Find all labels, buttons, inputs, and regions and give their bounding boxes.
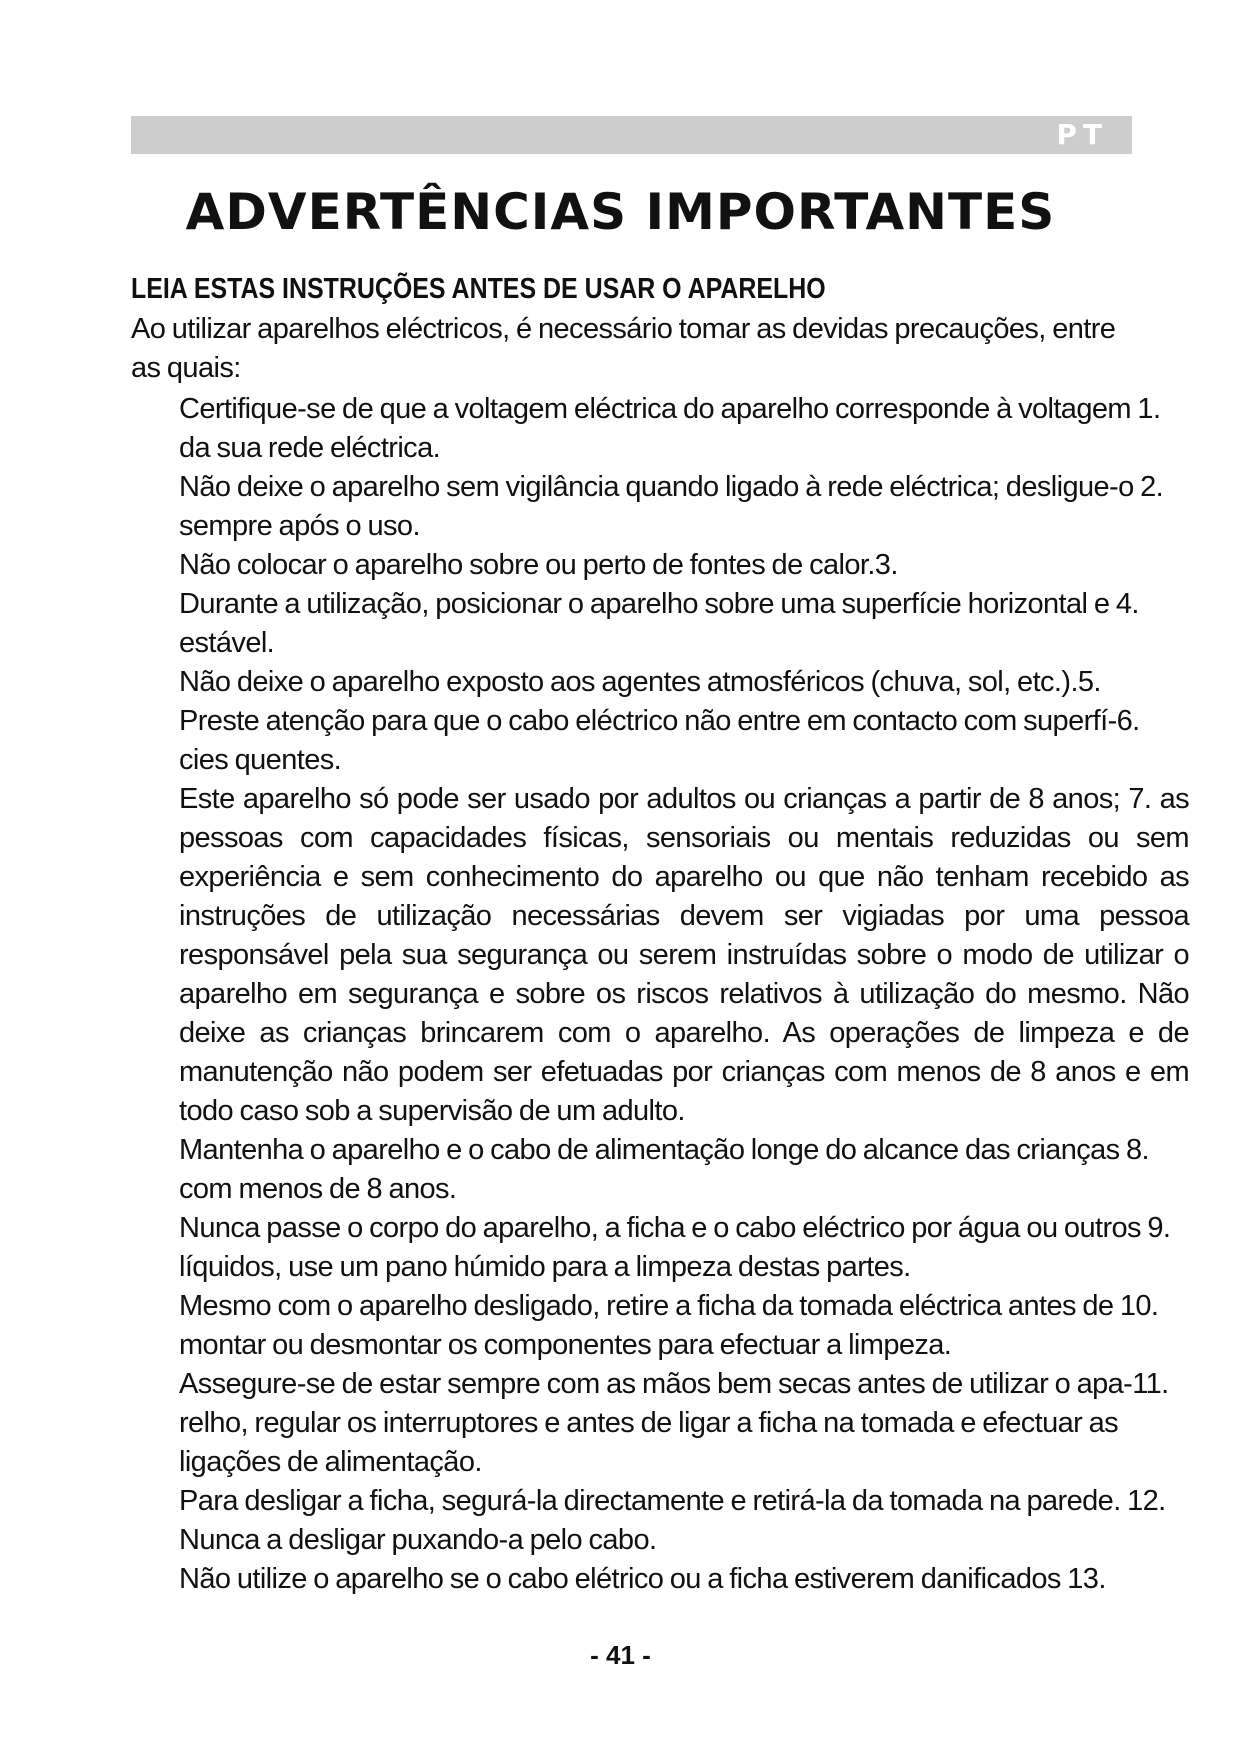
section-heading: LEIA ESTAS INSTRUÇÕES ANTES DE USAR O APARELHO (131, 273, 826, 305)
list-item (179, 702, 1189, 780)
list-item-number: 12. (1127, 1485, 1166, 1517)
list-item-text: Não deixe o aparelho exposto aos agentes atmosféricos (chuva, sol, etc.). (179, 666, 1078, 698)
list-item-text: Certifique-se de que a voltagem eléctrica do aparelho corresponde à voltagem (179, 393, 1131, 425)
list-item (179, 468, 1189, 546)
list-item-text: Não colocar o aparelho sobre ou perto de fontes de calor. (179, 549, 875, 581)
list-item (179, 1131, 1189, 1209)
list-item-number: 1. (1137, 393, 1161, 425)
list-item-number: 7. (1128, 783, 1152, 815)
list-item-continuation: sempre após o uso. (179, 510, 420, 542)
warnings-list (179, 390, 1189, 1599)
list-item-number: 13. (1067, 1563, 1106, 1595)
list-item-continuation: da sua rede eléctrica. (179, 432, 441, 464)
list-item-continuation: cies quentes. (179, 744, 342, 776)
list-item-number: 3. (874, 549, 898, 581)
list-item (179, 780, 1189, 1131)
list-item-text: Não utilize o aparelho se o cabo elétrico ou a ficha estiverem danificados (179, 1563, 1061, 1595)
list-item-number: 6. (1116, 705, 1140, 737)
list-item-continuation: estável. (179, 627, 275, 659)
list-item (179, 390, 1189, 468)
list-item-text: Este aparelho só pode ser usado por adultos ou crianças a partir de 8 anos; (179, 783, 1121, 815)
list-item-number: 8. (1126, 1134, 1150, 1166)
list-item-number: 4. (1115, 588, 1139, 620)
list-item-continuation: relho, regular os interruptores e antes de ligar a ficha na tomada e efectuar as ligações de alimentação. (179, 1407, 1119, 1478)
language-bar (131, 116, 1132, 154)
intro-paragraph: Ao utilizar aparelhos eléctricos, é necessário tomar as devidas precauções, entre as quais: (131, 313, 1116, 384)
list-item-text: Para desligar a ficha, segurá-la directamente e retirá-la da tomada na parede. (179, 1485, 1121, 1517)
list-item-number: 9. (1147, 1212, 1171, 1244)
list-item-text: Durante a utilização, posicionar o aparelho sobre uma superfície horizontal e (179, 588, 1110, 620)
list-item-text: Mantenha o aparelho e o cabo de alimentação longe do alcance das crianças (179, 1134, 1120, 1166)
list-item-text: Assegure-se de estar sempre com as mãos bem secas antes de utilizar o apa- (179, 1368, 1133, 1400)
list-item (179, 1482, 1189, 1560)
list-item-continuation: com menos de 8 anos. (179, 1173, 457, 1205)
list-item-number: 11. (1132, 1368, 1169, 1400)
list-item-number: 10. (1119, 1290, 1159, 1322)
list-item (179, 1209, 1189, 1287)
list-item-text: Preste atenção para que o cabo eléctrico não entre em contacto com superfí- (179, 705, 1117, 737)
language-label: PT (1056, 118, 1108, 151)
list-item-continuation: líquidos, use um pano húmido para a limpeza destas partes. (179, 1251, 911, 1283)
list-item-number: 2. (1140, 471, 1164, 503)
warnings-content (131, 270, 1191, 1599)
list-item (179, 1560, 1189, 1599)
list-item (179, 1287, 1189, 1365)
list-item-text: Não deixe o aparelho sem vigilância quando ligado à rede eléctrica; desligue-o (179, 471, 1134, 503)
page-number: - 41 - (590, 1640, 651, 1670)
list-item-text: Nunca passe o corpo do aparelho, a ficha e o cabo eléctrico por água ou outros (179, 1212, 1141, 1244)
list-item (179, 663, 1189, 702)
list-item (179, 546, 1189, 585)
page-title: ADVERTÊNCIAS IMPORTANTES (185, 183, 1056, 241)
list-item-text: Mesmo com o aparelho desligado, retire a ficha da tomada eléctrica antes de (179, 1290, 1114, 1322)
list-item (179, 585, 1189, 663)
list-item (179, 1365, 1189, 1482)
list-item-continuation: as pessoas com capacidades físicas, sensoriais ou mentais reduzidas ou sem experiência e sem conhecimento do aparelho ou que não tenham recebido as instruções de utilização necessárias devem ser vigiadas por uma pessoa responsável pela sua segurança ou serem instruídas sobre o modo de utilizar o aparelho em segurança e sobre os riscos relativos à utilização do mesmo. Não deixe as crianças brincarem com o aparelho. As operações de limpeza e de manutenção não podem ser efetuadas por crianças com menos de 8 anos e em todo caso sob a supervisão de um adulto. (179, 783, 1189, 1127)
list-item-continuation: Nunca a desligar puxando-a pelo cabo. (179, 1524, 657, 1556)
list-item-number: 5. (1077, 666, 1101, 698)
list-item-continuation: montar ou desmontar os componentes para efectuar a limpeza. (179, 1329, 952, 1361)
